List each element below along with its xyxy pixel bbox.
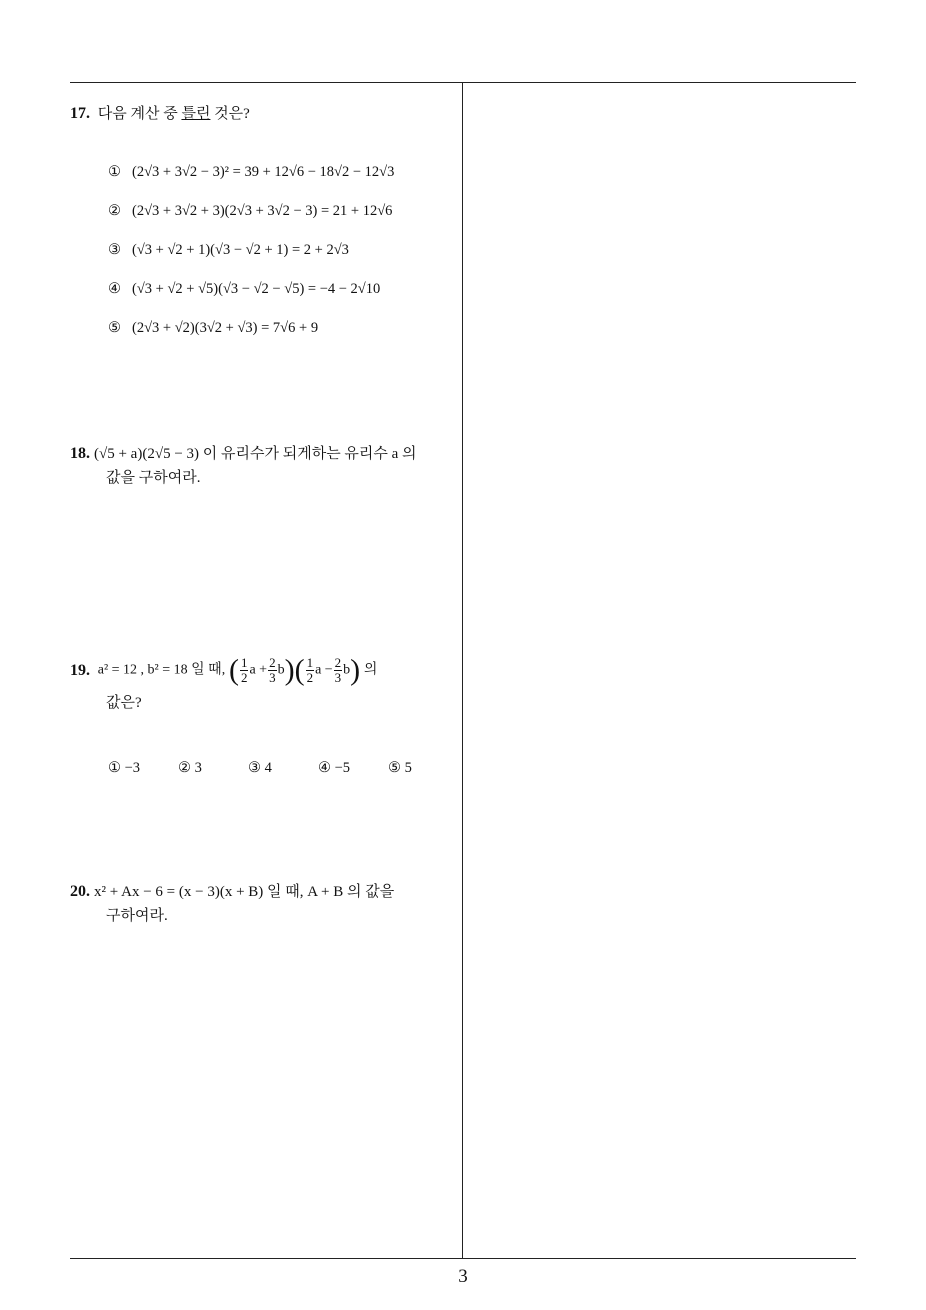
question-18 bbox=[70, 442, 456, 490]
prompt-text-end: 것은? bbox=[210, 106, 250, 122]
bottom-rule bbox=[70, 1258, 856, 1259]
numerator: 2 bbox=[334, 655, 342, 670]
numerator: 1 bbox=[306, 655, 314, 670]
question-text-continued: 값을 구하여라. bbox=[106, 470, 201, 486]
choice-mark: ③ bbox=[248, 760, 261, 776]
choice-mark: ④ bbox=[108, 281, 121, 297]
choice-expression: (√3 + √2 + 1)(√3 − √2 + 1) = 2 + 2√3 bbox=[132, 242, 349, 258]
choice-value: 4 bbox=[264, 760, 272, 776]
q17-choice-4[interactable] bbox=[108, 281, 380, 298]
question-number: 17. bbox=[70, 105, 90, 122]
choice-value: −5 bbox=[334, 760, 351, 776]
question-20 bbox=[70, 880, 456, 928]
q17-choice-3[interactable] bbox=[108, 242, 349, 259]
q17-choice-1[interactable] bbox=[108, 164, 394, 181]
question-text-continued: 값은? bbox=[106, 695, 142, 711]
denominator: 2 bbox=[306, 670, 314, 685]
question-condition: a² = 12 , b² = 18 일 때, bbox=[97, 662, 226, 678]
choice-mark: ③ bbox=[108, 242, 121, 258]
column-divider bbox=[462, 82, 463, 1258]
right-paren: ) bbox=[284, 653, 295, 687]
choice-expression: (√3 + √2 + √5)(√3 − √2 − √5) = −4 − 2√10 bbox=[132, 281, 381, 297]
choice-mark: ⑤ bbox=[388, 760, 401, 776]
choice-expression: (2√3 + 3√2 + 3)(2√3 + 3√2 − 3) = 21 + 12√6 bbox=[132, 203, 393, 219]
question-17 bbox=[70, 102, 456, 126]
question-number: 18. bbox=[70, 445, 90, 462]
q17-choice-2[interactable] bbox=[108, 203, 392, 220]
choice-mark: ① bbox=[108, 164, 121, 180]
q19-choice-1[interactable] bbox=[108, 760, 178, 777]
choice-mark: ② bbox=[108, 203, 121, 219]
q19-choice-2[interactable] bbox=[178, 760, 248, 777]
fraction bbox=[268, 656, 277, 685]
q17-choice-5[interactable] bbox=[108, 320, 318, 337]
q19-choices bbox=[108, 760, 458, 777]
choice-expression: (2√3 + √2)(3√2 + √3) = 7√6 + 9 bbox=[132, 320, 319, 336]
term: b bbox=[343, 662, 351, 678]
right-paren: ) bbox=[350, 653, 361, 687]
fraction bbox=[334, 656, 343, 685]
question-text-continued: 구하여라. bbox=[106, 908, 168, 924]
numerator: 2 bbox=[269, 655, 276, 670]
page-number: 3 bbox=[458, 1266, 468, 1287]
left-paren: ( bbox=[228, 653, 239, 687]
denominator: 3 bbox=[269, 670, 276, 685]
question-text: (√5 + a)(2√5 − 3) 이 유리수가 되게하는 유리수 a 의 bbox=[94, 446, 417, 462]
question-19 bbox=[70, 653, 456, 715]
choice-mark: ④ bbox=[318, 760, 331, 776]
choice-value: 5 bbox=[404, 760, 412, 776]
term: a + bbox=[249, 662, 268, 678]
prompt-underlined: 틀린 bbox=[181, 106, 211, 122]
denominator: 2 bbox=[240, 670, 248, 685]
question-prompt bbox=[98, 106, 250, 122]
q19-choice-5[interactable] bbox=[388, 760, 458, 777]
choice-value: −3 bbox=[124, 760, 141, 776]
question-number: 20. bbox=[70, 883, 90, 900]
prompt-text: 다음 계산 중 bbox=[97, 106, 182, 122]
choice-expression: (2√3 + 3√2 − 3)² = 39 + 12√6 − 18√2 − 12√3 bbox=[132, 164, 395, 180]
numerator: 1 bbox=[240, 655, 248, 670]
choice-mark: ① bbox=[108, 760, 121, 776]
choice-value: 3 bbox=[194, 760, 202, 776]
q19-choice-4[interactable] bbox=[318, 760, 388, 777]
top-rule bbox=[70, 82, 856, 83]
question-suffix: 의 bbox=[363, 662, 378, 678]
left-paren: ( bbox=[294, 653, 305, 687]
choice-mark: ② bbox=[178, 760, 191, 776]
term: b bbox=[277, 662, 285, 678]
question-number: 19. bbox=[70, 661, 90, 679]
q19-choice-3[interactable] bbox=[248, 760, 318, 777]
denominator: 3 bbox=[334, 670, 342, 685]
choice-mark: ⑤ bbox=[108, 320, 121, 336]
question-text: x² + Ax − 6 = (x − 3)(x + B) 일 때, A + B 의 값을 bbox=[94, 884, 395, 900]
fraction bbox=[240, 656, 249, 685]
fraction bbox=[306, 656, 315, 685]
term: a − bbox=[315, 662, 333, 678]
